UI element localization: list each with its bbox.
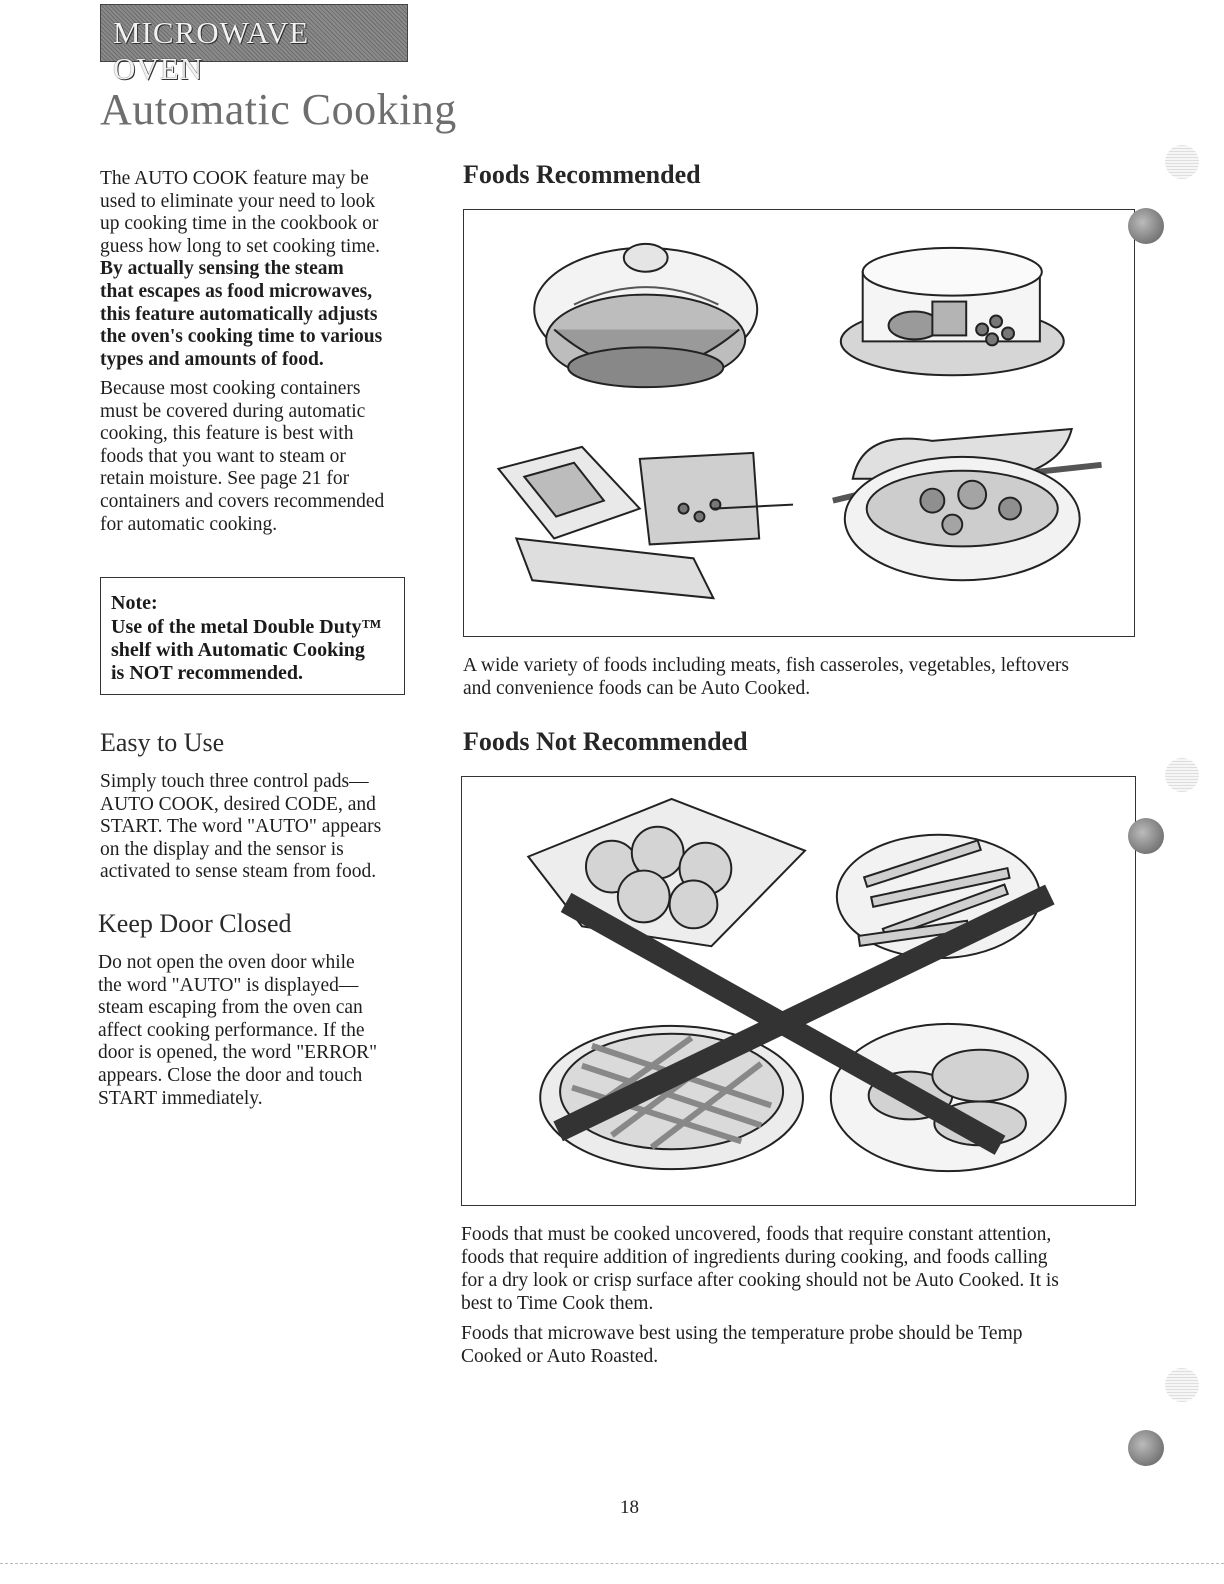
text-line: Simply touch three control pads— <box>100 771 369 792</box>
easy-to-use-heading: Easy to Use <box>100 728 225 757</box>
note-line: shelf with Automatic Cooking <box>111 639 365 661</box>
containers-paragraph <box>100 378 420 536</box>
text-line: Cooked or Auto Roasted. <box>461 1346 659 1367</box>
text-line-bold: that escapes as food microwaves, <box>100 280 373 302</box>
foods-not-recommended-heading: Foods Not Recommended <box>463 727 748 756</box>
easy-to-use-paragraph <box>100 771 420 884</box>
roast-chicken-illustration <box>831 1024 1066 1171</box>
text-line: for a dry look or crisp surface after cooking should not be Auto Cooked. It is <box>461 1270 1059 1291</box>
foods-not-recommended-paragraph-2 <box>461 1322 1161 1368</box>
text-line: foods that you want to steam or <box>100 445 346 467</box>
text-line-bold: By actually sensing the steam <box>100 258 344 280</box>
text-line: up cooking time in the cookbook or <box>100 213 379 235</box>
text-line: Foods that microwave best using the temperature probe should be Temp <box>461 1323 1023 1344</box>
text-line: activated to sense steam from food. <box>100 861 377 883</box>
lattice-pie-illustration <box>540 1026 803 1169</box>
text-line: the word "AUTO" is displayed— <box>98 974 359 996</box>
binder-hole-mark <box>1165 145 1199 179</box>
text-line: A wide variety of foods including meats, fish casseroles, vegetables, leftovers <box>463 655 1069 676</box>
binder-hole-mark <box>1165 1368 1199 1402</box>
convenience-foods-illustration <box>498 447 793 598</box>
text-line: cooking, this feature is best with <box>100 423 354 445</box>
text-line: used to eliminate your need to look <box>100 190 376 212</box>
bottom-scan-rule <box>0 1563 1224 1565</box>
keep-door-closed-paragraph <box>98 952 418 1110</box>
foods-not-recommended-paragraph-1 <box>461 1223 1161 1315</box>
text-line: foods that require addition of ingredients during cooking, and foods calling <box>461 1247 1048 1268</box>
text-line-bold: this feature automatically adjusts <box>100 303 378 325</box>
text-line-bold: the oven's cooking time to various <box>100 326 383 348</box>
page-tab-marker <box>1128 208 1164 244</box>
text-line: Foods that must be cooked uncovered, foods that require constant attention, <box>461 1224 1052 1245</box>
section-banner-text: MICROWAVE OVEN <box>113 15 310 86</box>
text-line: for automatic cooking. <box>100 513 278 535</box>
intro-paragraph <box>100 168 420 371</box>
foods-not-recommended-illustration <box>461 776 1136 1206</box>
text-line: on the display and the sensor is <box>100 838 344 860</box>
note-box <box>100 577 405 695</box>
note-text <box>111 616 396 685</box>
text-line: door is opened, the word "ERROR" <box>98 1042 378 1064</box>
text-line-bold: types and amounts of food. <box>100 348 324 370</box>
foods-recommended-caption <box>463 654 1163 700</box>
binder-hole-mark <box>1165 758 1199 792</box>
text-line: START. The word "AUTO" appears <box>100 816 382 838</box>
note-label: Note: <box>111 592 158 614</box>
text-line: appears. Close the door and touch <box>98 1064 363 1086</box>
text-line: The AUTO COOK feature may be <box>100 168 369 189</box>
text-line: containers and covers recommended <box>100 490 385 512</box>
section-banner <box>100 4 408 86</box>
text-line: must be covered during automatic <box>100 400 366 422</box>
keep-door-closed-heading: Keep Door Closed <box>98 909 292 938</box>
foods-recommended-heading: Foods Recommended <box>463 160 701 189</box>
text-line: best to Time Cook them. <box>461 1293 654 1314</box>
text-line: Do not open the oven door while <box>98 952 355 973</box>
text-line: affect cooking performance. If the <box>98 1019 365 1041</box>
text-line: retain moisture. See page 21 for <box>100 468 350 490</box>
text-line: START immediately. <box>98 1087 263 1109</box>
text-line: steam escaping from the oven can <box>98 997 363 1019</box>
text-line: and convenience foods can be Auto Cooked. <box>463 678 811 699</box>
covered-plate-illustration <box>841 248 1064 375</box>
text-line: guess how long to set cooking time. <box>100 235 381 257</box>
foods-recommended-illustration <box>463 209 1135 637</box>
page-number: 18 <box>620 1497 639 1518</box>
text-line: AUTO COOK, desired CODE, and <box>100 793 376 815</box>
fish-casserole-illustration <box>833 429 1102 580</box>
text-line: Because most cooking containers <box>100 378 361 399</box>
not-recommended-foods-drawing <box>462 777 1135 1205</box>
recommended-foods-drawing <box>464 210 1134 636</box>
page-title: Automatic Cooking <box>100 85 457 134</box>
note-line: Use of the metal Double Duty™ <box>111 616 382 638</box>
dinner-rolls-illustration <box>528 799 805 946</box>
covered-casserole-illustration <box>534 244 757 387</box>
note-line: is NOT recommended. <box>111 662 304 684</box>
page-tab-marker <box>1128 1430 1164 1466</box>
page-tab-marker <box>1128 818 1164 854</box>
